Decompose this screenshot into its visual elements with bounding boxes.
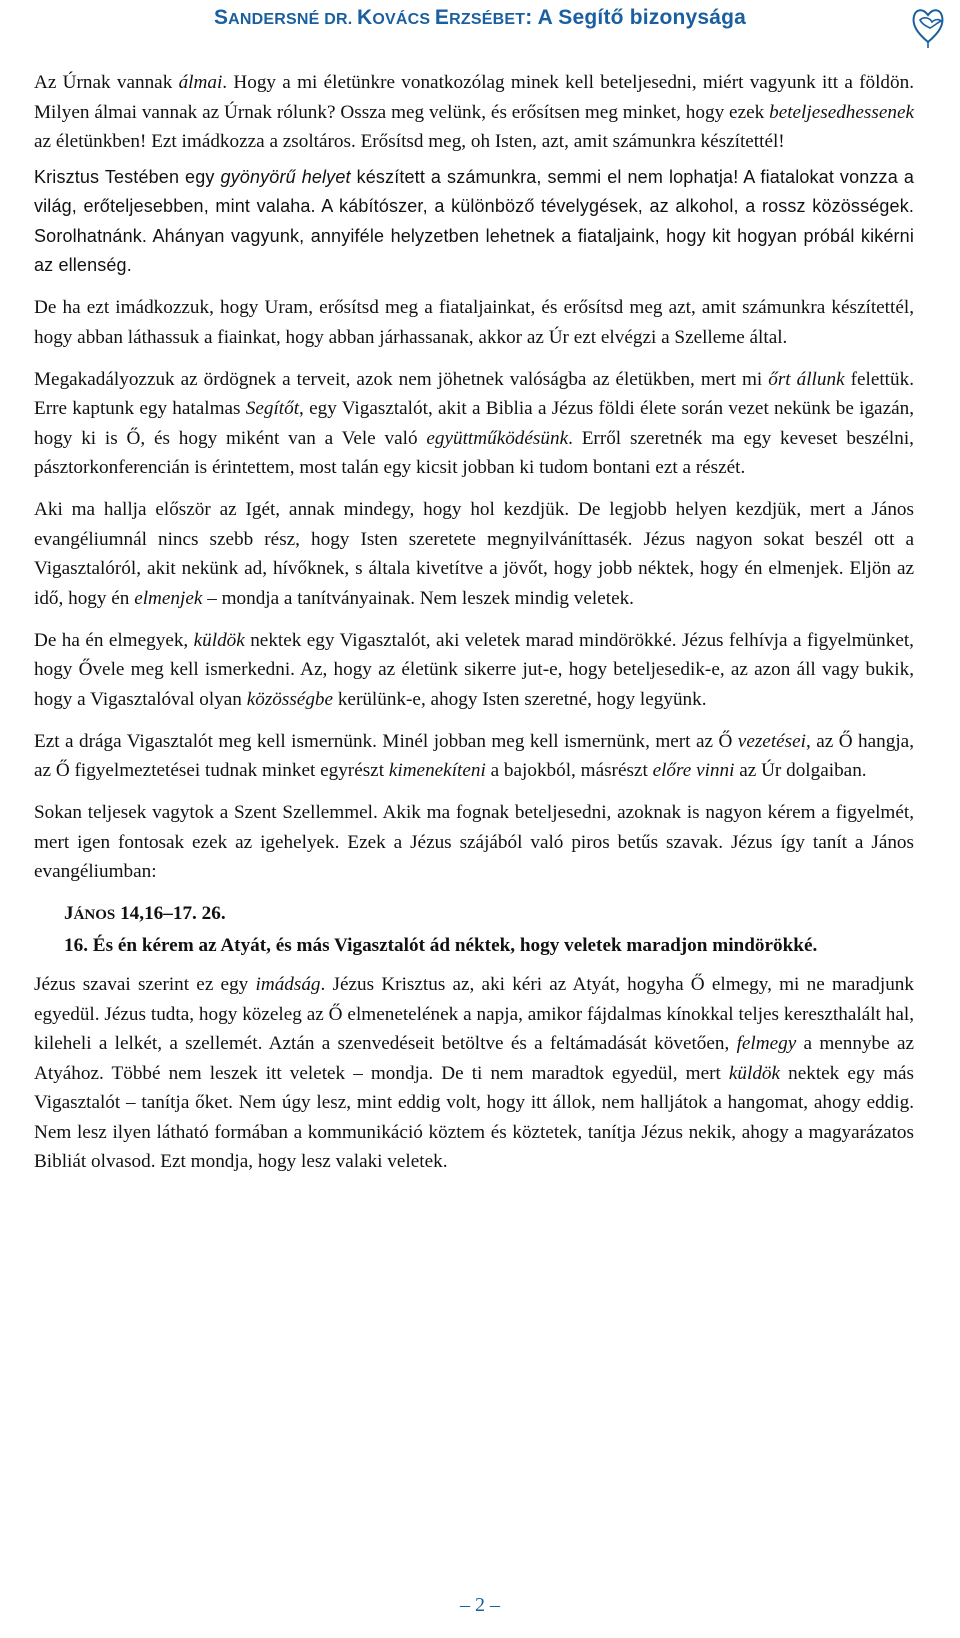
text-span: a bajokból, másrészt bbox=[485, 760, 653, 781]
text-span: Megakadályozzuk az ördögnek a terveit, azok nem jöhetnek valóságba az életükben, mert mi bbox=[34, 368, 769, 390]
emphasis: őrt állunk bbox=[768, 368, 845, 390]
paragraph bbox=[34, 970, 914, 1177]
text-span: nektek egy Vigasztalót, aki veletek marad mindörökké. Jézus felhívja a figyelmünket, hogy Ővele meg kell ismerkedni. Az, hogy az életünk sikerre jut-e, hogy beteljesedik-e, az azon áll vagy bukik, hogy a Vigasztalóval olyan bbox=[34, 629, 914, 710]
scripture-reference bbox=[64, 899, 874, 931]
text-span: Aki ma hallja először az Igét, annak mindegy, hogy hol kezdjük. De legjobb helyen kezdjük, mert a János evangéliumnál nincs szebb rész, hogy Isten szeretete megnyilváníttasék. Jézus nagyon sokat beszél ott a Vigasztalóról, akit nekünk ad, hívőknek, s általa kivetítve a jövőt, hogy jobb néktek, hogy én elmenjek. Eljön az idő, hogy én bbox=[34, 499, 914, 609]
reference-verses: 14,16–17. 26. bbox=[115, 903, 226, 924]
document-body bbox=[34, 68, 914, 1189]
text-span: Jézus szavai szerint ez egy bbox=[34, 974, 256, 995]
paragraph bbox=[34, 68, 914, 157]
header-title bbox=[0, 6, 960, 30]
paragraph bbox=[34, 727, 914, 786]
text-span: az Úr dolgaiban. bbox=[734, 760, 867, 781]
paragraph bbox=[34, 163, 914, 281]
page-header bbox=[0, 0, 960, 40]
scripture-quote bbox=[64, 899, 874, 960]
dove-heart-icon bbox=[908, 2, 948, 48]
reference-book: ÁNOS bbox=[73, 907, 116, 923]
text-span: Ezt a drága Vigasztalót meg kell ismernünk. Minél jobban meg kell ismernünk, mert az Ő bbox=[34, 730, 738, 752]
emphasis: álmai bbox=[178, 72, 223, 93]
author-name-part: ANDERSNÉ DR. bbox=[228, 11, 357, 28]
text-span: De ha ezt imádkozzuk, hogy Uram, erősítsd meg a fiataljainkat, és erősítsd meg azt, amit számunkra készítettél, hogy abban láthassuk a fiainkat, hogy abban járhassanak, akkor az Úr ezt elvégzi a Szelleme által. bbox=[34, 297, 914, 348]
page-number: – 2 – bbox=[460, 1594, 500, 1616]
author-initial: K bbox=[357, 6, 373, 29]
paragraph bbox=[34, 626, 914, 715]
text-span: , egy Vigasztalót, akit a Biblia a Jézus földi élete során vezet nekünk be igazán, hogy ki is Ő, és hogy miként van a Vele való bbox=[34, 398, 914, 449]
emphasis: imádság bbox=[255, 974, 321, 995]
author-name-part: OVÁCS bbox=[372, 11, 435, 28]
emphasis: elmenjek bbox=[134, 587, 203, 609]
paragraph bbox=[34, 495, 914, 613]
emphasis: kimenekíteni bbox=[388, 760, 486, 781]
text-span: Krisztus Testében egy bbox=[34, 166, 221, 187]
text-span: Az Úrnak vannak bbox=[34, 72, 179, 93]
text-span: nektek egy más Vigasztalót – tanítja őket. Nem úgy lesz, mint eddig volt, hogy itt állok, nem halljátok a hangomat, ahogy eddig. Nem lesz ilyen látható formában a kommunikáció köztem és köztetek, tanítja Jézus nekik, ahogy a magyarázatos Bibliát olvasod. Ezt mondja, hogy lesz valaki veletek. bbox=[34, 1062, 914, 1172]
paragraph bbox=[34, 365, 914, 483]
text-span: – mondja a tanítványainak. Nem leszek mindig veletek. bbox=[202, 587, 634, 609]
emphasis: vezetései bbox=[737, 730, 806, 752]
paragraph bbox=[34, 293, 914, 352]
emphasis: beteljesedhessenek bbox=[769, 101, 914, 123]
paragraph bbox=[34, 798, 914, 887]
text-span: Sokan teljesek vagytok a Szent Szellemmel. Akik ma fognak beteljesedni, azoknak is nagyon kérem a figyelmét, mert igen fontosak ezek az igehelyek. Ezek a Jézus szájából való piros betűs szavak. Jézus így tanít a János evangéliumban: bbox=[34, 802, 914, 882]
emphasis: együttműködésünk bbox=[426, 427, 569, 449]
scripture-verse: 16. És én kérem az Atyát, és más Vigasztalót ád néktek, hogy veletek maradjon mindörökké. bbox=[64, 934, 818, 956]
header-separator: : bbox=[525, 6, 538, 29]
emphasis: küldök bbox=[193, 629, 245, 651]
text-span: a mennybe az Atyához. Többé nem leszek itt veletek – mondja. De ti nem maradtok egyedül, mert bbox=[34, 1033, 914, 1084]
author-name-part: RZSÉBET bbox=[449, 11, 526, 28]
text-span: felettük. Erre kaptunk egy hatalmas bbox=[34, 368, 914, 419]
book-title: A Segítő bizonysága bbox=[537, 6, 747, 29]
text-span: . Jézus Krisztus az, aki kéri az Atyát, hogyha Ő elmegy, mi ne maradjunk egyedül. Jézus tudta, hogy közeleg az Ő elmenetelének a napja, amikor fájdalmas kínokkal teljes kereszthalált hal, kileheli a lelkét, a szellemét. Aztán a szenvedéseit betöltve és a feltámadását követően, bbox=[34, 974, 914, 1054]
author-initial: E bbox=[434, 6, 450, 29]
emphasis: közösségbe bbox=[246, 688, 334, 710]
text-span: . Erről szeretnék ma egy keveset beszélni, pásztorkonferencián is érintettem, most talán egy kicsit jobban ki tudom bontani ezt a részét. bbox=[34, 427, 914, 478]
author-initial: S bbox=[213, 6, 229, 29]
emphasis: felmegy bbox=[736, 1033, 797, 1054]
text-span: kerülünk-e, ahogy Isten szeretné, hogy legyünk. bbox=[333, 688, 707, 710]
emphasis: küldök bbox=[728, 1062, 781, 1084]
reference-initial: J bbox=[64, 903, 74, 924]
text-span: készített a számunkra, semmi el nem lophatja! A fiatalokat vonzza a világ, erőteljesebben, mint valaha. A kábítószer, a különböző tévelygések, az alkohol, a rossz közösségek. Sorolhatnánk. Ahányan vagyunk, annyiféle helyzetben lehetnek a fiataljaink, hogy kit hogyan próbál kikérni az ellenség. bbox=[34, 166, 914, 275]
emphasis: előre vinni bbox=[652, 760, 735, 781]
text-span: De ha én elmegyek, bbox=[34, 629, 194, 651]
text-span: . Hogy a mi életünkre vonatkozólag minek kell beteljesedni, miért vagyunk itt a földön. Milyen álmai vannak az Úrnak rólunk? Ossza meg velünk, és erősítsen meg minket, hogy ezek bbox=[34, 72, 915, 123]
text-span: az életünkben! Ezt imádkozza a zsoltáros. Erősítsd meg, oh Isten, azt, amit számunkra készítettél! bbox=[34, 131, 785, 152]
emphasis: Segítőt bbox=[245, 398, 300, 419]
emphasis: gyönyörű helyet bbox=[220, 166, 351, 187]
text-span: , az Ő hangja, az Ő figyelmeztetései tudnak minket egyrészt bbox=[34, 730, 914, 781]
